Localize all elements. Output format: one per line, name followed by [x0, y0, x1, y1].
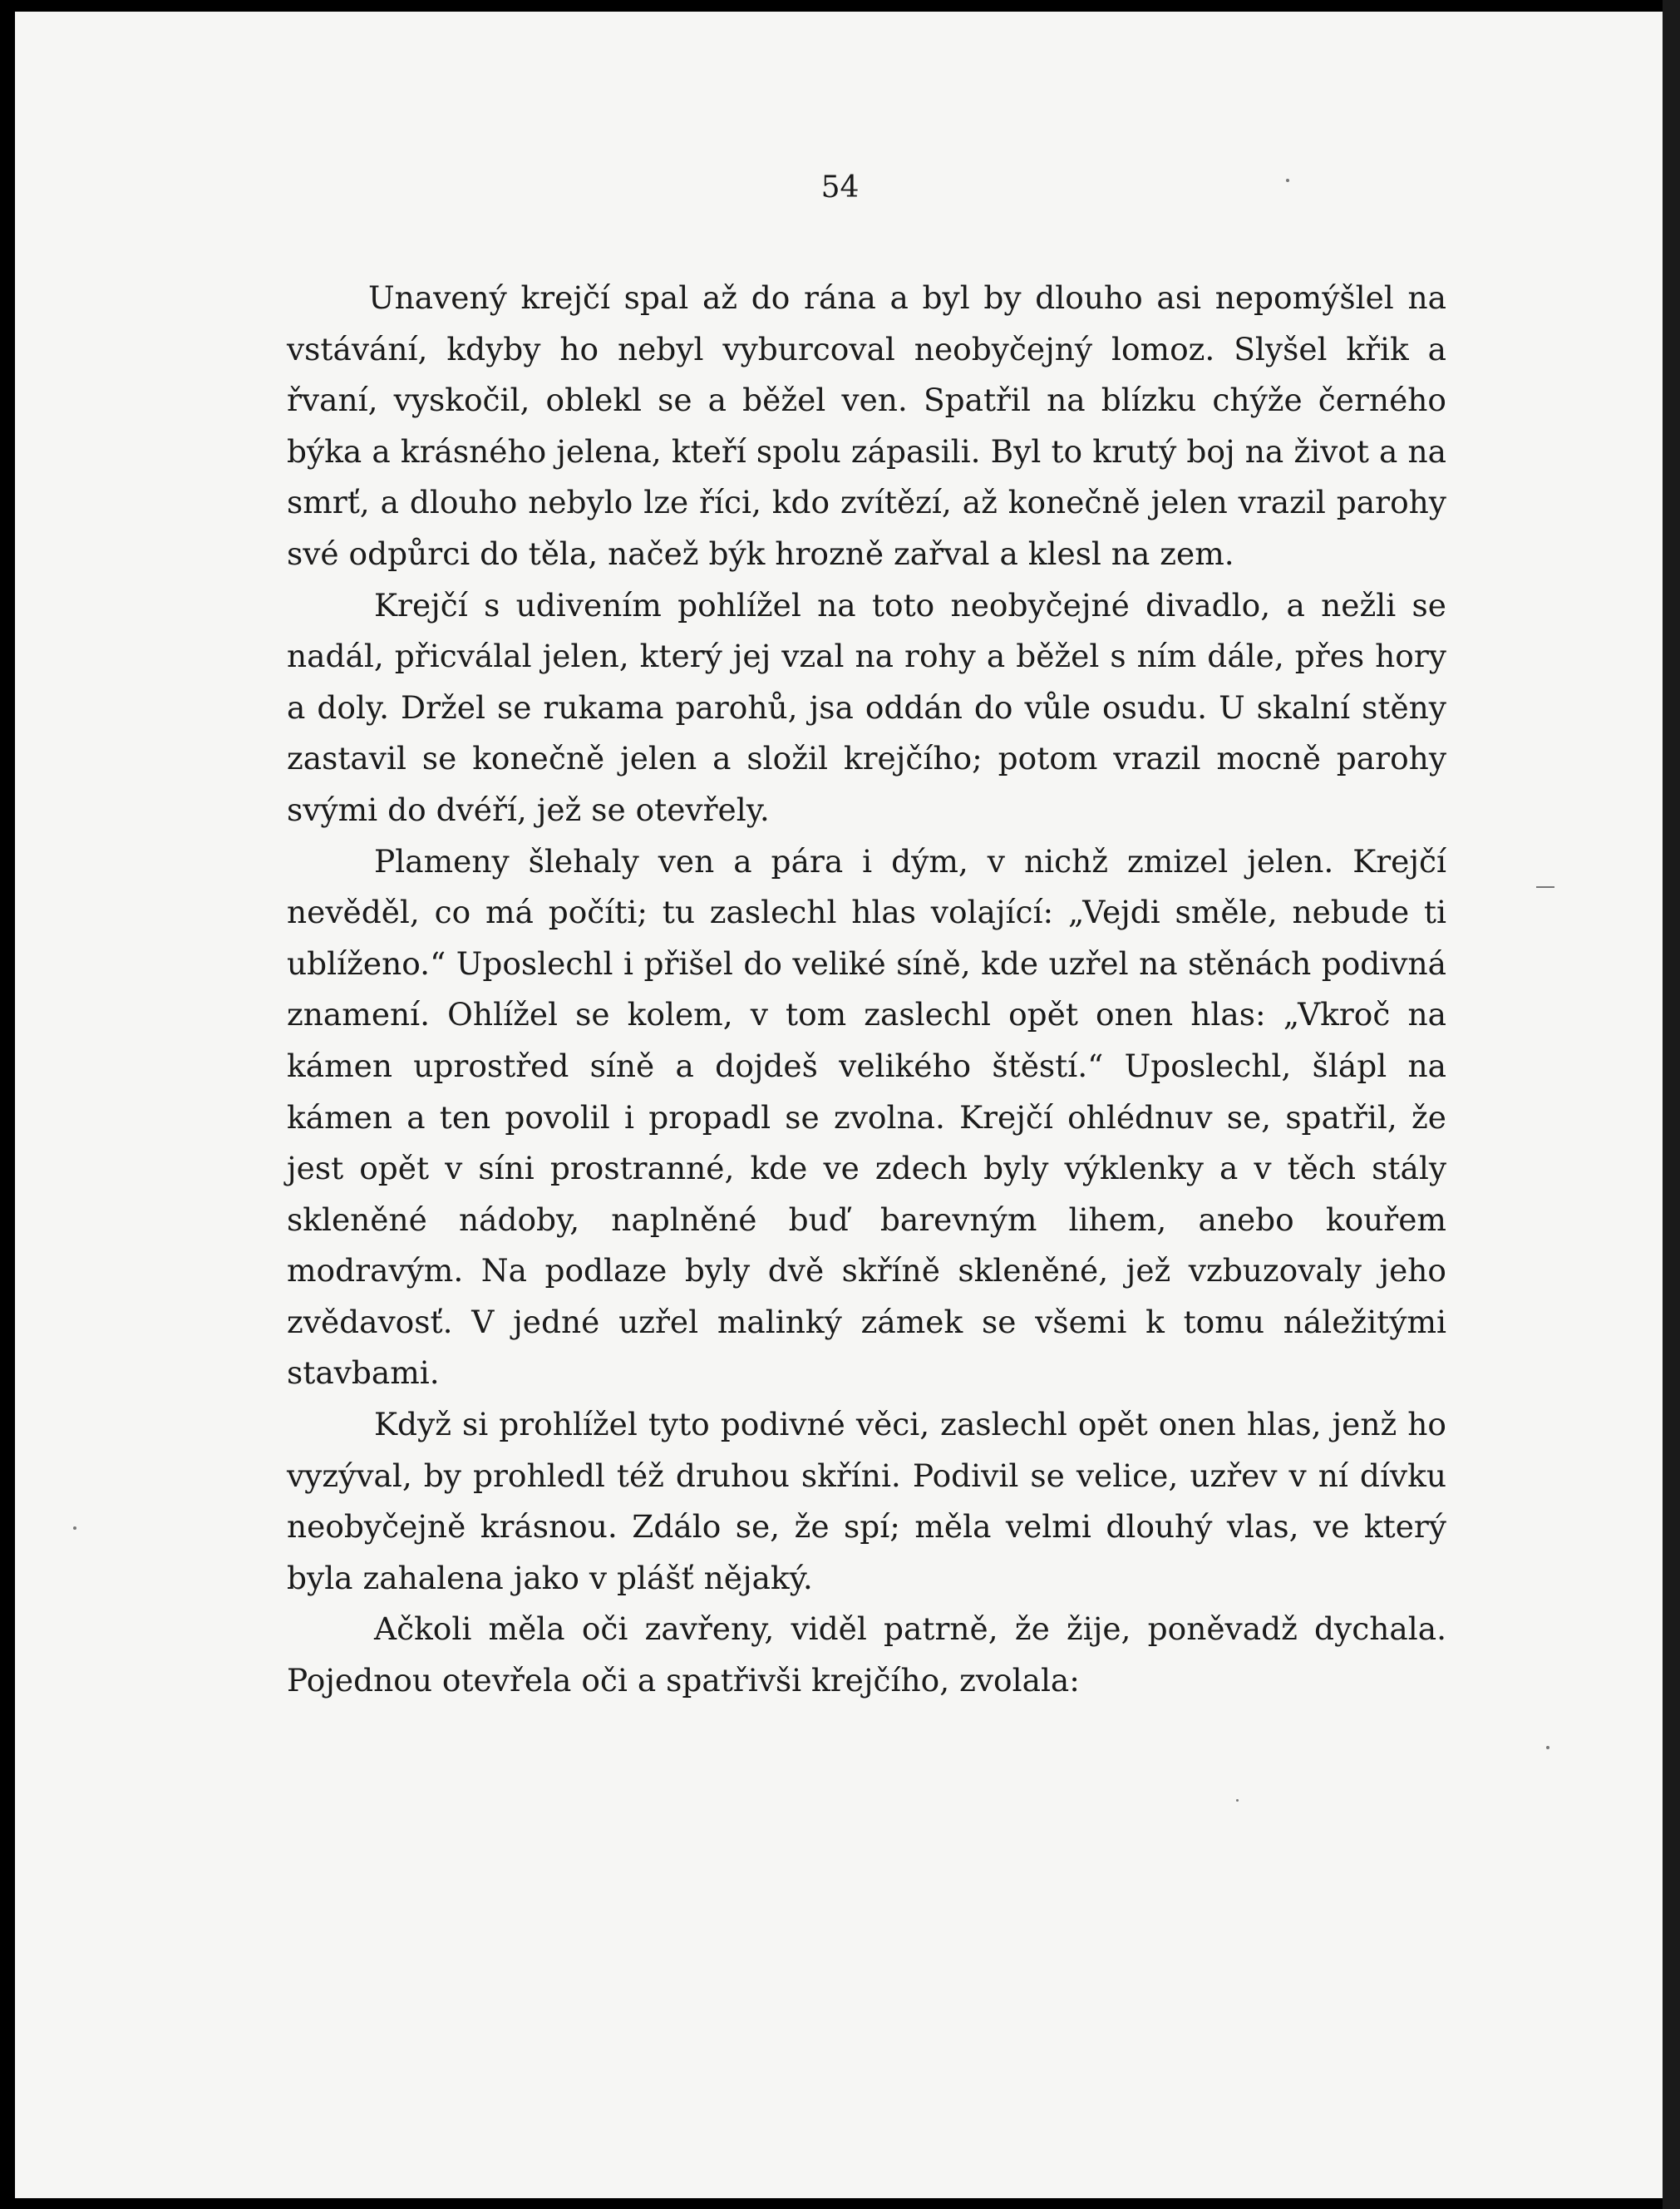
- page-number: 54: [820, 170, 860, 205]
- paragraph: Krejčí s udivením pohlížel na toto neobyčejné divadlo, a nežli se nadál, přicválal jelen, který jej vzal na rohy a běžel s ním dále, přes hory a doly. Držel se rukama parohů, jsa oddán do vůle osudu. U skalní stěny zastavil se konečně jelen a složil krejčího; potom vrazil mocně parohy svými do dvéří, jež se otevřely.: [287, 586, 1446, 828]
- scan-speck: [1546, 1746, 1549, 1749]
- page-body: [287, 273, 1446, 1707]
- paragraph: Když si prohlížel tyto podivné věci, zaslechl opět onen hlas, jenž ho vyzýval, by prohledl též druhou skříni. Podivil se velice, uzřev v ní dívku neobyčejně krásnou. Zdálo se, že spí; měla velmi dlouhý vlas, ve který byla zahalena jako v plášť nějaký.: [287, 1406, 1446, 1596]
- scan-speck: [1536, 886, 1554, 888]
- scan-speck: [1236, 1799, 1239, 1802]
- paragraph: Unavený krejčí spal až do rána a byl by dlouho asi nepomýšlel na vstávání, kdyby ho nebyl vyburcoval neobyčejný lomoz. Slyšel křik a řvaní, vyskočil, oblekl se a běžel ven. Spatřil na blízku chýže černého býka a krásného jelena, kteří spolu zápasili. Byl to krutý boj na život a na smrť, a dlouho nebylo lze říci, kdo zvítězí, až konečně jelen vrazil parohy své odpůrci do těla, načež býk hrozně zařval a klesl na zem.: [287, 279, 1446, 572]
- page-edge-shadow: [1663, 0, 1680, 2209]
- scan-speck: [73, 1526, 76, 1530]
- paragraph: Ačkoli měla oči zavřeny, viděl patrně, že žije, poněvadž dychala. Pojednou otevřela oči a spatřivši krejčího, zvolala:: [287, 1610, 1446, 1699]
- paragraph: Plameny šlehaly ven a pára i dým, v nichž zmizel jelen. Krejčí nevěděl, co má počíti; tu zaslechl hlas volající: „Vejdi směle, nebude ti ublíženo.“ Uposlechl i přišel do veliké síně, kde uzřel na stěnách podivná znamení. Ohlížel se kolem, v tom zaslechl opět onen hlas: „Vkroč na kámen uprostřed síně a dojdeš velikého štěstí.“ Uposlechl, šlápl na kámen a ten povolil i propadl se zvolna. Krejčí ohlédnuv se, spatřil, že jest opět v síni prostranné, kde ve zdech byly výklenky a v těch stály skleněné nádoby, naplněné buď barevným lihem, anebo kouřem modravým. Na podlaze byly dvě skříně skleněné, jež vzbuzovaly jeho zvědavosť. V jedné uzřel malinký zámek se všemi k tomu náležitými stavbami.: [287, 842, 1446, 1392]
